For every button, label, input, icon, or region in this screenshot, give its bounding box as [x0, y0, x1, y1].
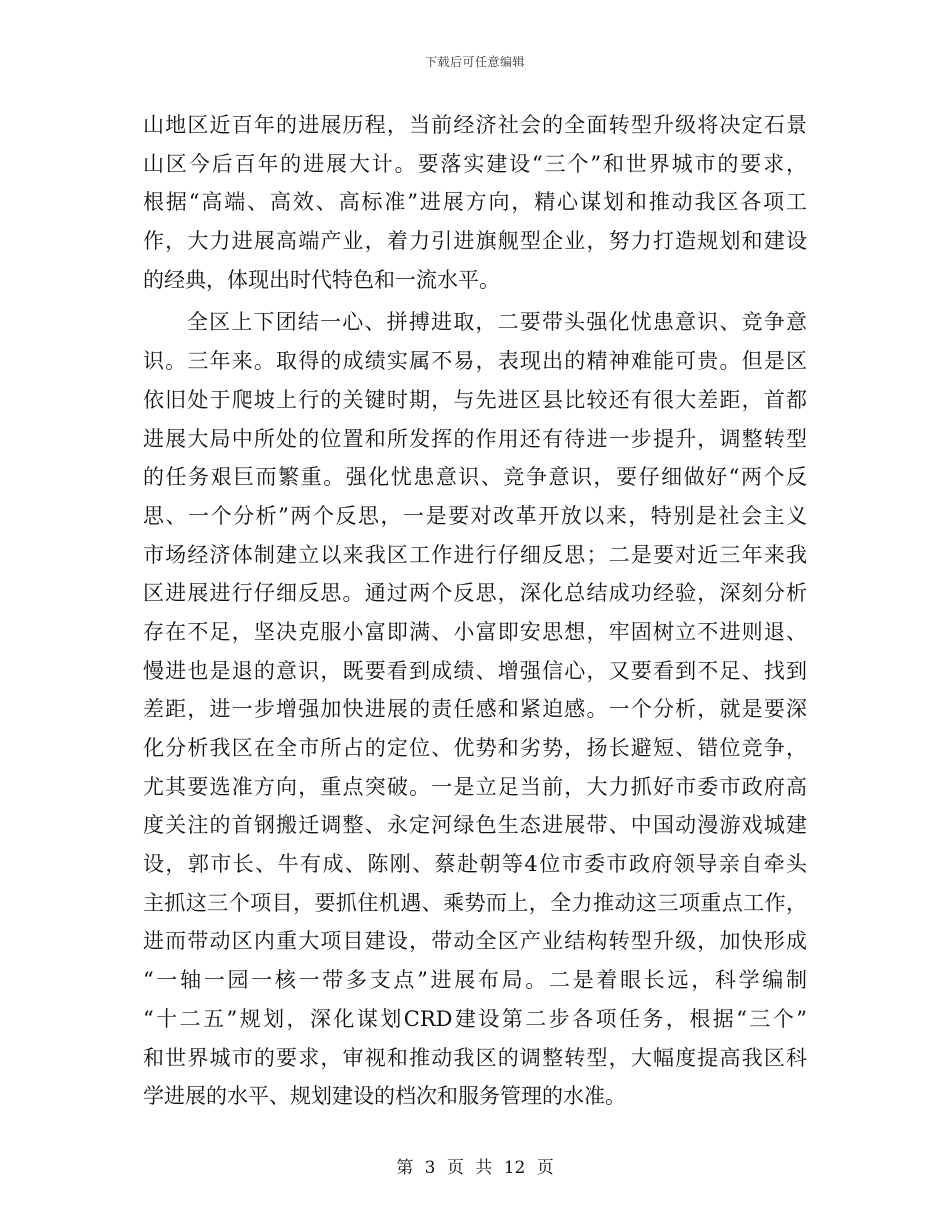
- text-line: 差距，进一步增强加快进展的责任感和紧迫感。一个分析，就是要深: [143, 697, 807, 722]
- document-body: [143, 106, 807, 1116]
- text-line: 尤其要选准方向，重点突破。一是立足当前，大力抓好市委市政府高: [143, 774, 807, 799]
- text-line: 作，大力进展高端产业，着力引进旗舰型企业，努力打造规划和建设: [143, 229, 807, 254]
- text-line: 存在不足，坚决克服小富即满、小富即安思想，牢固树立不进则退、: [143, 619, 807, 644]
- text-line: 根据“高端、高效、高标准”进展方向，精心谋划和推动我区各项工: [143, 190, 807, 215]
- paragraph-2: [143, 303, 807, 1115]
- text-line: “十二五”规划，深化谋划CRD建设第二步各项任务，根据“三个”: [143, 1006, 807, 1031]
- text-line: “一轴一园一核一带多支点”进展布局。二是着眼长远，科学编制: [143, 968, 807, 993]
- text-line: 进展大局中所处的位置和所发挥的作用还有待进一步提升，调整转型: [143, 426, 807, 451]
- text-line: 依旧处于爬坡上行的关键时期，与先进区县比较还有很大差距，首都: [143, 387, 807, 412]
- text-line: 慢进也是退的意识，既要看到成绩、增强信心，又要看到不足、找到: [143, 658, 807, 683]
- text-line: 的任务艰巨而繁重。强化忧患意识、竞争意识，要仔细做好“两个反: [143, 465, 807, 490]
- text-line: 度关注的首钢搬迁调整、永定河绿色生态进展带、中国动漫游戏城建: [143, 813, 807, 838]
- text-line: 化分析我区在全市所占的定位、优势和劣势，扬长避短、错位竞争，: [143, 736, 807, 760]
- text-line: 设，郭市长、牛有成、陈刚、蔡赴朝等4位市委市政府领导亲自牵头: [143, 852, 807, 877]
- text-line: 山地区近百年的进展历程，当前经济社会的全面转型升级将决定石景: [143, 113, 807, 137]
- text-line: 主抓这三个项目，要抓住机遇、乘势而上，全力推动这三项重点工作，: [143, 890, 807, 915]
- text-line: 学进展的水平、规划建设的档次和服务管理的水准。: [143, 1084, 626, 1109]
- text-line: 区进展进行仔细反思。通过两个反思，深化总结成功经验，深刻分析: [143, 581, 807, 606]
- text-line: 山区今后百年的进展大计。要落实建设“三个”和世界城市的要求，: [143, 151, 807, 176]
- text-line: 和世界城市的要求，审视和推动我区的调整转型，大幅度提高我区科: [143, 1045, 807, 1070]
- page-footer: 第 3 页 共 12 页: [396, 1158, 554, 1178]
- text-line: 的经典，体现出时代特色和一流水平。: [143, 267, 500, 292]
- text-line: 思、一个分析”两个反思，一是要对改革开放以来，特别是社会主义: [143, 503, 807, 528]
- page-header: 下载后可任意编辑: [424, 55, 525, 69]
- text-line: 识。三年来。取得的成绩实属不易，表现出的精神难能可贵。但是区: [143, 349, 807, 374]
- text-line: 市场经济体制建立以来我区工作进行仔细反思；二是要对近三年来我: [143, 542, 807, 567]
- text-line: 进而带动区内重大项目建设，带动全区产业结构转型升级，加快形成: [143, 929, 807, 954]
- paragraph-1: [143, 106, 807, 299]
- text-line: 全区上下团结一心、拼搏进取，二要带头强化忧患意识、竞争意: [187, 310, 807, 335]
